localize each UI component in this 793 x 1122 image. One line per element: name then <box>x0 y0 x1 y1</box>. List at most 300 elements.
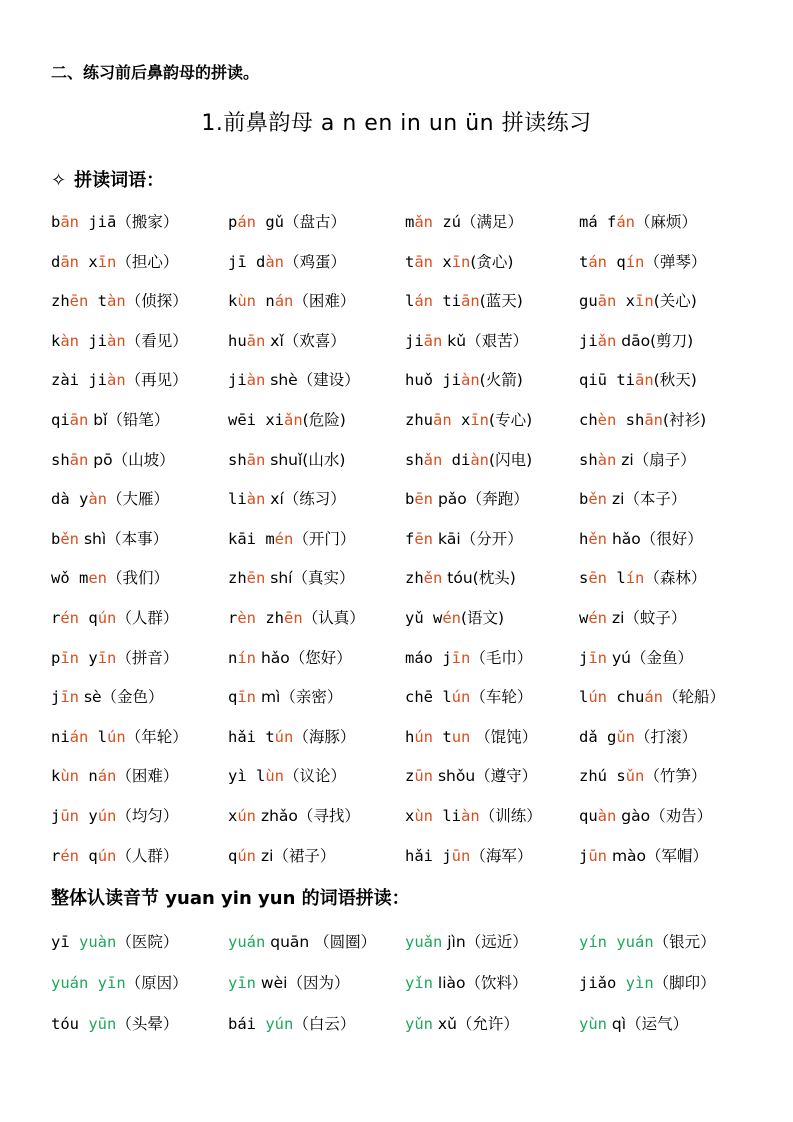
pinyin-final-highlight: un <box>451 727 471 746</box>
word-entry <box>51 804 228 844</box>
word-entry <box>579 646 759 686</box>
word-entry <box>579 685 759 725</box>
pinyin-segment: chē l <box>405 688 452 707</box>
word-entry <box>228 971 405 1012</box>
pinyin-final-highlight: ān <box>644 410 664 429</box>
pinyin-segment: di <box>442 450 471 469</box>
word-entry <box>51 408 228 448</box>
pinyin-final-highlight: ún <box>274 727 294 746</box>
pinyin-final-highlight: ún <box>414 727 434 746</box>
word-entry <box>51 1012 228 1053</box>
pinyin-segment: zài ji <box>51 371 107 390</box>
pinyin-final-highlight: àn <box>597 806 617 825</box>
word-entry <box>228 527 405 567</box>
pinyin-segment: r <box>51 846 61 865</box>
word-entry <box>228 764 405 804</box>
pinyin-final-highlight: ǎn <box>284 410 303 429</box>
pinyin-segment: t <box>88 292 108 311</box>
pinyin-segment: j <box>51 688 61 707</box>
pinyin-final-highlight: án <box>644 688 664 707</box>
pinyin-segment: p <box>228 213 238 231</box>
pinyin-segment: zi（裙子） <box>256 846 336 865</box>
word-entry <box>405 685 579 725</box>
pinyin-segment: n <box>228 648 238 667</box>
word-entry <box>51 210 228 250</box>
word-entry <box>579 725 759 765</box>
pinyin-segment: （竹笋） <box>644 767 707 786</box>
pinyin-final-highlight: án <box>616 213 635 231</box>
pinyin-segment: kāi m <box>228 529 275 548</box>
pinyin-final-highlight: yuàn <box>79 933 117 951</box>
pinyin-final-highlight: én <box>60 608 80 627</box>
pinyin-final-highlight: ún <box>237 806 257 825</box>
pinyin-segment: (贪心) <box>470 252 514 271</box>
pinyin-final-highlight: án <box>69 727 89 746</box>
pinyin-segment: mào（军帽） <box>607 846 709 865</box>
word-entry <box>579 368 759 408</box>
pinyin-final-highlight: yìn <box>625 974 654 992</box>
pinyin-final-highlight: īn <box>635 292 654 311</box>
pinyin-segment: （人群） <box>116 608 179 627</box>
word-entry <box>228 725 405 765</box>
pinyin-segment: （森林） <box>644 569 707 588</box>
pinyin-segment: mì（亲密） <box>256 688 343 707</box>
pinyin-final-highlight: ún <box>97 846 117 865</box>
pinyin-segment: (专心) <box>489 410 533 429</box>
pinyin-final-highlight: īn <box>237 688 257 707</box>
pinyin-segment: kǔ（艰苦） <box>442 331 529 350</box>
pinyin-segment: l <box>88 727 108 746</box>
pinyin-segment: （拼音） <box>116 648 179 667</box>
pinyin-segment: yì l <box>228 767 266 786</box>
word-entry <box>228 487 405 527</box>
word-entry <box>51 685 228 725</box>
pinyin-final-highlight: àn <box>265 252 284 271</box>
pinyin-final-highlight: ēn <box>414 490 434 509</box>
whole-syllable-heading: 整体认读音节 yuan yin yun 的词语拼读： <box>51 888 410 909</box>
pinyin-segment: qu <box>579 806 598 825</box>
pinyin-segment: huǒ ji <box>405 371 461 390</box>
pinyin-final-highlight: īn <box>60 688 80 707</box>
pinyin-segment: p <box>51 648 61 667</box>
word-entry <box>405 764 579 804</box>
word-entry <box>51 971 228 1012</box>
pinyin-segment: chu <box>607 688 645 707</box>
pinyin-final-highlight: ān <box>69 450 89 469</box>
word-entry <box>405 289 579 329</box>
pinyin-segment: q <box>228 846 238 865</box>
pinyin-final-highlight: ěn <box>423 569 443 588</box>
pinyin-final-highlight: ān <box>635 371 654 390</box>
pinyin-segment: b <box>579 490 589 509</box>
pinyin-segment: tóu <box>51 1015 89 1033</box>
pinyin-segment: （大雁） <box>107 490 170 509</box>
pinyin-final-highlight: ín <box>625 569 645 588</box>
pinyin-final-highlight: àn <box>60 331 80 350</box>
pinyin-segment: （困难） <box>293 292 356 311</box>
pinyin-segment: hǎo（很好） <box>607 529 703 548</box>
pinyin-segment: r <box>228 608 238 627</box>
word-entry <box>405 566 579 606</box>
pinyin-final-highlight: yīn <box>97 974 126 992</box>
pinyin-segment: b <box>405 490 415 509</box>
pinyin-segment: （白云） <box>293 1015 356 1033</box>
pinyin-segment: （搬家） <box>116 213 179 231</box>
star-icon: ✧ <box>51 170 67 191</box>
whole-syllable-grid <box>51 930 759 1053</box>
pinyin-segment: q <box>79 846 98 865</box>
pinyin-final-highlight: en <box>88 569 107 588</box>
pinyin-final-highlight: ěn <box>588 490 608 509</box>
pinyin-final-highlight: yūn <box>88 1015 117 1033</box>
pinyin-final-highlight: ún <box>97 608 117 627</box>
pinyin-segment: sh <box>51 450 70 469</box>
pinyin-segment: zú <box>433 213 462 231</box>
pinyin-segment: （海豚） <box>293 727 356 746</box>
pinyin-segment: (火箭) <box>479 371 523 390</box>
pinyin-final-highlight: īn <box>470 410 490 429</box>
word-entry <box>51 930 228 971</box>
pinyin-segment <box>607 933 616 951</box>
word-entry <box>405 971 579 1012</box>
pinyin-segment: li <box>228 490 247 509</box>
pinyin-segment: l <box>607 569 626 588</box>
pinyin-segment: wǒ m <box>51 569 89 588</box>
pinyin-segment: zh <box>256 608 285 627</box>
pinyin-final-highlight: án <box>588 252 608 271</box>
pinyin-final-highlight: yùn <box>579 1015 607 1033</box>
word-entry <box>228 289 405 329</box>
section-heading: 二、练习前后鼻韵母的拼读。 <box>51 63 260 82</box>
pinyin-segment: (衬衫) <box>663 410 707 429</box>
pinyin-segment: x <box>405 806 415 825</box>
word-entry <box>51 368 228 408</box>
main-title: 1.前鼻韵母 a n en in un ün 拼读练习 <box>201 111 592 136</box>
pinyin-segment: j <box>579 648 589 667</box>
pinyin-final-highlight: èn <box>597 410 617 429</box>
pinyin-final-highlight: ēn <box>588 569 608 588</box>
word-entry <box>228 844 405 884</box>
pinyin-final-highlight: àn <box>461 371 480 390</box>
pinyin-segment: （认真） <box>302 608 365 627</box>
pinyin-final-highlight: ān <box>461 292 480 311</box>
pinyin-final-highlight: ēn <box>69 292 89 311</box>
pinyin-segment: shuǐ(山水) <box>265 450 346 469</box>
pinyin-segment: （我们） <box>107 569 170 588</box>
word-entry <box>579 764 759 804</box>
pinyin-segment: t <box>433 727 452 746</box>
pinyin-segment: f <box>405 529 415 548</box>
pinyin-final-highlight: án <box>237 213 257 231</box>
word-entry <box>405 527 579 567</box>
pinyin-segment: n <box>256 292 275 311</box>
pinyin-segment: r <box>51 608 61 627</box>
word-entry <box>579 930 759 971</box>
pinyin-segment: hu <box>228 331 247 350</box>
pinyin-segment: b <box>51 213 61 231</box>
pinyin-final-highlight: īn <box>451 648 471 667</box>
word-entry <box>228 566 405 606</box>
pinyin-final-highlight: ùn <box>60 767 80 786</box>
pinyin-segment: shè（建设） <box>265 371 360 390</box>
pinyin-final-highlight: ēn <box>246 569 266 588</box>
pinyin-segment: （原因） <box>125 974 188 992</box>
pinyin-segment: l <box>405 292 415 311</box>
pinyin-segment: (闪电) <box>489 450 533 469</box>
pinyin-segment: pō（山坡） <box>88 450 175 469</box>
pinyin-final-highlight: ān <box>246 450 266 469</box>
pinyin-final-highlight: ún <box>97 806 117 825</box>
pinyin-final-highlight: ān <box>60 252 80 271</box>
pinyin-segment: shì（本事） <box>79 529 169 548</box>
pinyin-segment: （人群） <box>116 846 179 865</box>
pinyin-segment: （满足） <box>461 213 524 231</box>
word-entry <box>579 1012 759 1053</box>
pinyin-final-highlight: yún <box>265 1015 294 1033</box>
pinyin-final-highlight: ún <box>107 727 126 746</box>
pinyin-final-highlight: ēn <box>284 608 303 627</box>
word-entry <box>228 685 405 725</box>
pinyin-final-highlight: ān <box>597 292 617 311</box>
pinyin-segment: m <box>405 213 415 231</box>
pinyin-segment: yǔ w <box>405 608 443 627</box>
pinyin-segment: （麻烦） <box>635 213 698 231</box>
pinyin-final-highlight: ěn <box>60 529 80 548</box>
pinyin-final-highlight: ān <box>414 252 434 271</box>
pinyin-final-highlight: ún <box>588 688 608 707</box>
pinyin-segment: x <box>616 292 636 311</box>
pinyin-final-highlight: ùn <box>237 292 257 311</box>
sub-heading <box>51 166 164 192</box>
pinyin-segment: zhu <box>405 410 433 429</box>
word-entry <box>579 210 759 250</box>
pinyin-segment: xǐ（欢喜） <box>265 331 346 350</box>
pinyin-segment: liào（饮料） <box>433 974 528 992</box>
pinyin-segment: gào（劝告） <box>616 806 713 825</box>
word-entry <box>228 606 405 646</box>
pinyin-segment: x <box>451 410 471 429</box>
pinyin-segment: （训练） <box>479 806 542 825</box>
pinyin-final-highlight: àn <box>461 806 480 825</box>
pinyin-segment: tóu(枕头) <box>442 569 516 588</box>
pinyin-segment: q <box>228 688 238 707</box>
pinyin-final-highlight: én <box>588 608 608 627</box>
pinyin-segment: （海军） <box>470 846 533 865</box>
pinyin-final-highlight: én <box>274 529 294 548</box>
word-entry <box>405 210 579 250</box>
word-entry <box>51 725 228 765</box>
word-entry <box>405 606 579 646</box>
pinyin-final-highlight: ǔn <box>625 767 645 786</box>
pinyin-final-highlight: ūn <box>414 767 434 786</box>
pinyin-segment: （再见） <box>125 371 188 390</box>
pinyin-segment: h <box>579 529 589 548</box>
pinyin-final-highlight: ān <box>423 331 443 350</box>
pinyin-segment: y <box>79 806 98 825</box>
pinyin-segment: （侦探） <box>125 292 188 311</box>
word-entry <box>579 804 759 844</box>
pinyin-segment: jī d <box>228 252 266 271</box>
pinyin-segment: (秋天) <box>653 371 697 390</box>
pinyin-final-highlight: yīn <box>228 974 256 992</box>
pinyin-final-highlight: ún <box>237 846 257 865</box>
pinyin-segment: hǎi j <box>405 846 452 865</box>
word-entry <box>51 566 228 606</box>
pinyin-final-highlight: īn <box>60 648 80 667</box>
pinyin-final-highlight: àn <box>246 490 266 509</box>
word-entry <box>579 448 759 488</box>
pinyin-final-highlight: én <box>60 846 80 865</box>
pinyin-segment: n <box>79 767 98 786</box>
pinyin-segment: （看见） <box>125 331 188 350</box>
word-entry <box>579 250 759 290</box>
word-entry <box>51 646 228 686</box>
pinyin-segment: ji <box>405 331 424 350</box>
pinyin-segment: wēi xi <box>228 410 284 429</box>
pinyin-segment: （担心） <box>116 252 179 271</box>
pinyin-segment: （盘古） <box>284 213 347 231</box>
word-entry <box>405 844 579 884</box>
pinyin-segment: dǎ g <box>579 727 617 746</box>
word-entry <box>51 527 228 567</box>
word-entry <box>579 606 759 646</box>
pinyin-final-highlight: yuán <box>51 974 89 992</box>
pinyin-segment: zh <box>51 292 70 311</box>
pinyin-segment: wèi（因为） <box>256 974 350 992</box>
pinyin-segment: zi（本子） <box>607 490 687 509</box>
pinyin-final-highlight: ùn <box>265 767 284 786</box>
pinyin-final-highlight: ín <box>625 252 645 271</box>
pinyin-segment: dāo(剪刀) <box>616 331 694 350</box>
pinyin-segment: gu <box>579 292 598 311</box>
pinyin-segment: xí（练习） <box>265 490 346 509</box>
pinyin-segment: ti <box>433 292 462 311</box>
pinyin-segment: （议论） <box>284 767 347 786</box>
word-entry <box>228 368 405 408</box>
pinyin-segment: hǎi t <box>228 727 275 746</box>
word-entry <box>228 250 405 290</box>
sub-heading-text: 拼读词语： <box>74 170 165 191</box>
pinyin-final-highlight: ín <box>237 648 257 667</box>
pinyin-segment: （银元） <box>653 933 716 951</box>
pinyin-segment: li <box>433 806 462 825</box>
word-entry <box>228 1012 405 1053</box>
word-entry <box>405 329 579 369</box>
word-entry <box>579 289 759 329</box>
pinyin-final-highlight: ān <box>246 331 266 350</box>
pinyin-segment: （馄饨） <box>470 727 538 746</box>
pinyin-final-highlight: àn <box>107 371 126 390</box>
pinyin-segment: sh <box>228 450 247 469</box>
pinyin-segment: （开门） <box>293 529 356 548</box>
pinyin-segment: sh <box>616 410 645 429</box>
pinyin-segment: k <box>51 331 61 350</box>
word-entry <box>579 971 759 1012</box>
word-entry <box>405 1012 579 1053</box>
pinyin-segment: （车轮） <box>470 688 533 707</box>
pinyin-final-highlight: àn <box>470 450 490 469</box>
word-entry <box>405 408 579 448</box>
pinyin-segment <box>88 974 97 992</box>
pinyin-final-highlight: ēn <box>414 529 434 548</box>
pinyin-segment: ch <box>579 410 598 429</box>
pinyin-final-highlight: àn <box>597 450 617 469</box>
pinyin-segment: （均匀） <box>116 806 179 825</box>
word-entry <box>405 930 579 971</box>
pinyin-segment: (危险) <box>302 410 346 429</box>
pinyin-segment: jiǎo <box>579 974 626 992</box>
pinyin-final-highlight: án <box>414 292 434 311</box>
word-entry <box>579 487 759 527</box>
pinyin-segment: sh <box>579 450 598 469</box>
pinyin-segment: (蓝天) <box>479 292 523 311</box>
pinyin-segment: （鸡蛋） <box>284 252 347 271</box>
pinyin-segment: hǎo（您好） <box>256 648 352 667</box>
pinyin-segment: q <box>79 608 98 627</box>
pinyin-segment: zi（扇子） <box>616 450 696 469</box>
pinyin-segment: (关心) <box>653 292 697 311</box>
word-entry <box>405 368 579 408</box>
pinyin-segment: zi（蚊子） <box>607 608 687 627</box>
word-entry <box>228 930 405 971</box>
pinyin-final-highlight: īn <box>97 252 117 271</box>
pinyin-segment: zh <box>228 569 247 588</box>
word-entry <box>405 250 579 290</box>
word-entry <box>228 329 405 369</box>
pinyin-segment: jiā <box>79 213 117 231</box>
pinyin-segment: （医院） <box>116 933 179 951</box>
pinyin-segment: （困难） <box>116 767 179 786</box>
pinyin-segment: zhú s <box>579 767 626 786</box>
word-entry <box>405 646 579 686</box>
pinyin-segment: （头晕） <box>116 1015 179 1033</box>
pinyin-final-highlight: īn <box>588 648 608 667</box>
pinyin-segment: kāi（分开） <box>433 529 523 548</box>
word-entry <box>51 764 228 804</box>
pinyin-segment: y <box>79 648 98 667</box>
pinyin-segment: （脚印） <box>653 974 716 992</box>
word-grid <box>51 210 759 883</box>
pinyin-final-highlight: ún <box>451 688 471 707</box>
pinyin-segment: q <box>607 252 626 271</box>
pinyin-segment: j <box>51 806 61 825</box>
word-entry <box>228 448 405 488</box>
pinyin-segment: ji <box>579 331 598 350</box>
pinyin-segment: bǐ（铅笔） <box>88 410 170 429</box>
pinyin-segment: yī <box>51 933 79 951</box>
pinyin-segment: shí（真实） <box>265 569 355 588</box>
word-entry <box>579 844 759 884</box>
pinyin-segment: máo j <box>405 648 452 667</box>
word-entry <box>228 210 405 250</box>
word-entry <box>51 487 228 527</box>
word-entry <box>579 408 759 448</box>
word-entry <box>51 606 228 646</box>
word-entry <box>51 250 228 290</box>
pinyin-segment: d <box>51 252 61 271</box>
pinyin-final-highlight: ǎn <box>423 450 443 469</box>
pinyin-final-highlight: èn <box>237 608 257 627</box>
pinyin-final-highlight: īn <box>97 648 117 667</box>
word-entry <box>405 448 579 488</box>
pinyin-segment: sh <box>405 450 424 469</box>
pinyin-final-highlight: ěn <box>588 529 608 548</box>
word-entry <box>405 487 579 527</box>
pinyin-final-highlight: én <box>442 608 461 627</box>
pinyin-segment: yú（金鱼） <box>607 648 693 667</box>
word-entry <box>405 725 579 765</box>
pinyin-segment: jìn（远近） <box>442 933 528 951</box>
